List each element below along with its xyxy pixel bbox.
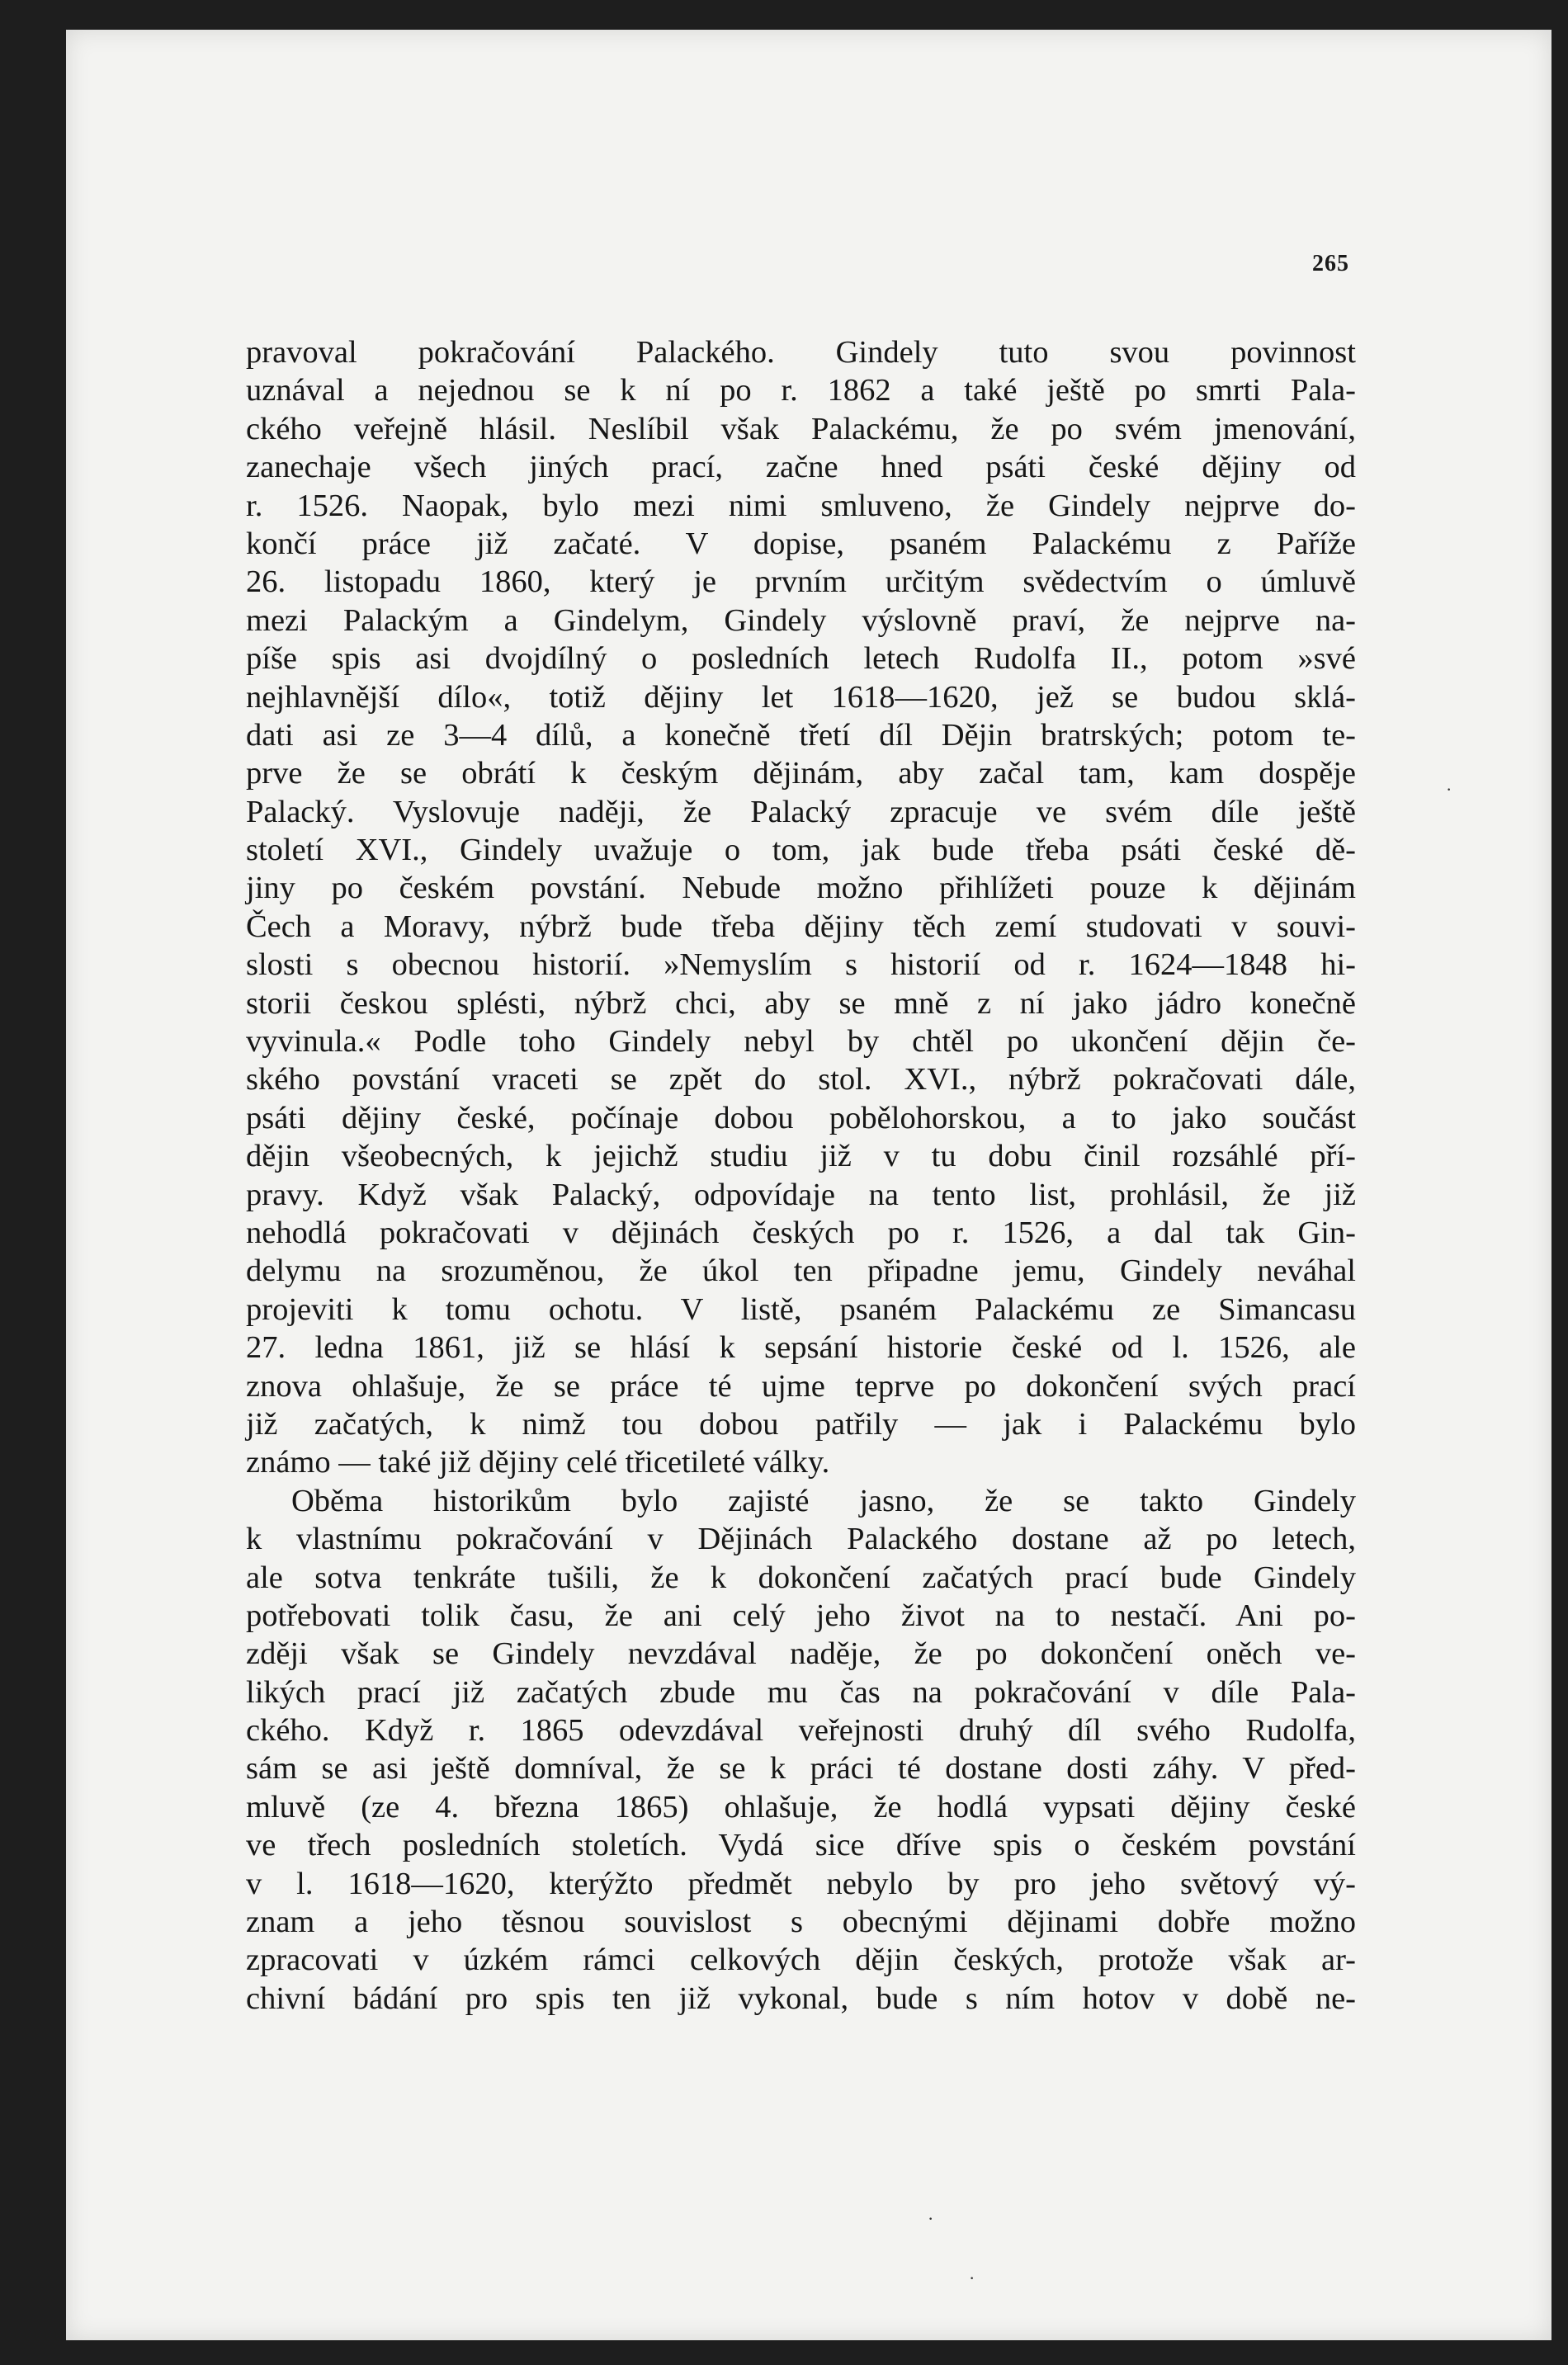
- text-line: vyvinula.« Podle toho Gindely nebyl by chtěl po ukončení dějin če-: [246, 1024, 1356, 1060]
- book-page: [66, 30, 1551, 2340]
- text-line: Palacký. Vyslovuje naději, že Palacký zpracuje ve svém díle ještě: [246, 794, 1356, 829]
- text-line: v l. 1618—1620, kterýžto předmět nebylo by pro jeho světový vý-: [246, 1866, 1356, 1901]
- text-line: r. 1526. Naopak, bylo mezi nimi smluveno, že Gindely nejprve do-: [246, 488, 1356, 523]
- text-line: sám se asi ještě domníval, že se k práci té dostane dosti záhy. V před-: [246, 1751, 1356, 1787]
- text-line: psáti dějiny české, počínaje dobou pobělohorskou, a to jako součást: [246, 1100, 1356, 1135]
- text-line: nejhlavnější dílo«, totiž dějiny let 1618—1620, jež se budou sklá-: [246, 679, 1356, 715]
- text-line: již začatých, k nimž tou dobou patřily — jak i Palackému bylo: [246, 1406, 1356, 1442]
- scan-speck: ·: [969, 2268, 975, 2288]
- text-line: projeviti k tomu ochotu. V listě, psaném Palackému ze Simancasu: [246, 1291, 1356, 1327]
- text-line: jiny po českém povstání. Nebude možno přihlížeti pouze k dějinám: [246, 871, 1356, 906]
- text-line: slosti s obecnou historií. »Nemyslím s historií od r. 1624—1848 hi-: [246, 947, 1356, 983]
- text-line: pravoval pokračování Palackého. Gindely tuto svou povinnost: [246, 335, 1356, 370]
- text-line: dati asi ze 3—4 dílů, a konečně třetí díl Dějin bratrských; potom te-: [246, 717, 1356, 753]
- text-line: likých prací již začatých zbude mu čas na pokračování v díle Pala-: [246, 1674, 1356, 1710]
- scan-speck: ·: [928, 2208, 934, 2229]
- text-line: zději však se Gindely nevzdával naděje, že po dokončení oněch ve-: [246, 1636, 1356, 1672]
- text-line: delymu na srozuměnou, že úkol ten připadne jemu, Gindely neváhal: [246, 1253, 1356, 1289]
- text-line: ského povstání vraceti se zpět do stol. XVI., nýbrž pokračovati dále,: [246, 1062, 1356, 1098]
- text-line: zanechaje všech jiných prací, začne hned psáti české dějiny od: [246, 450, 1356, 485]
- text-line: století XVI., Gindely uvažuje o tom, jak bude třeba psáti české dě-: [246, 833, 1356, 868]
- text-line: znam a jeho těsnou souvislost s obecnými dějinami dobře možno: [246, 1905, 1356, 1940]
- paragraph-end-line: známo — také již dějiny celé třicetileté války.: [246, 1445, 830, 1480]
- text-line: ale sotva tenkráte tušili, že k dokončení začatých prací bude Gindely: [246, 1560, 1356, 1595]
- text-line: chivní bádání pro spis ten již vykonal, bude s ním hotov v době ne-: [246, 1980, 1356, 2016]
- text-line: 27. ledna 1861, již se hlásí k sepsání historie české od l. 1526, ale: [246, 1330, 1356, 1366]
- text-line: pravy. Když však Palacký, odpovídaje na tento list, prohlásil, že již: [246, 1177, 1356, 1212]
- scan-speck: ·: [1446, 779, 1452, 800]
- text-line: potřebovati tolik času, že ani celý jeho život na to nestačí. Ani po-: [246, 1598, 1356, 1633]
- text-line: dějin všeobecných, k jejichž studiu již v tu dobu činil rozsáhlé pří-: [246, 1139, 1356, 1174]
- page-number: 265: [1312, 251, 1349, 276]
- text-line: nehodlá pokračovati v dějinách českých po r. 1526, a dal tak Gin-: [246, 1215, 1356, 1250]
- text-line: končí práce již začaté. V dopise, psaném Palackému z Paříže: [246, 526, 1356, 561]
- text-line: ckého. Když r. 1865 odevzdával veřejnosti druhý díl svého Rudolfa,: [246, 1713, 1356, 1749]
- text-line: zpracovati v úzkém rámci celkových dějin českých, protože však ar-: [246, 1943, 1356, 1978]
- text-line: k vlastnímu pokračování v Dějinách Palackého dostane až po letech,: [246, 1522, 1356, 1557]
- paragraph-start-line: Oběma historikům bylo zajisté jasno, že se takto Gindely: [291, 1483, 1356, 1518]
- text-line: uznával a nejednou se k ní po r. 1862 a také ještě po smrti Pala-: [246, 373, 1356, 408]
- text-line: mluvě (ze 4. března 1865) ohlašuje, že hodlá vypsati dějiny české: [246, 1789, 1356, 1824]
- text-line: ckého veřejně hlásil. Neslíbil však Palackému, že po svém jmenování,: [246, 411, 1356, 446]
- text-line: 26. listopadu 1860, který je prvním určitým svědectvím o úmluvě: [246, 564, 1356, 600]
- text-line: storii českou splésti, nýbrž chci, aby se mně z ní jako jádro konečně: [246, 985, 1356, 1021]
- text-line: mezi Palackým a Gindelym, Gindely výslovně praví, že nejprve na-: [246, 602, 1356, 638]
- body-text: [246, 333, 1356, 2018]
- text-line: píše spis asi dvojdílný o posledních letech Rudolfa II., potom »své: [246, 641, 1356, 677]
- text-line: prve že se obrátí k českým dějinám, aby začal tam, kam dospěje: [246, 756, 1356, 791]
- text-line: ve třech posledních stoletích. Vydá sice dříve spis o českém povstání: [246, 1828, 1356, 1863]
- text-line: Čech a Moravy, nýbrž bude třeba dějiny těch zemí studovati v souvi-: [246, 909, 1356, 944]
- text-line: znova ohlašuje, že se práce té ujme teprve po dokončení svých prací: [246, 1368, 1356, 1404]
